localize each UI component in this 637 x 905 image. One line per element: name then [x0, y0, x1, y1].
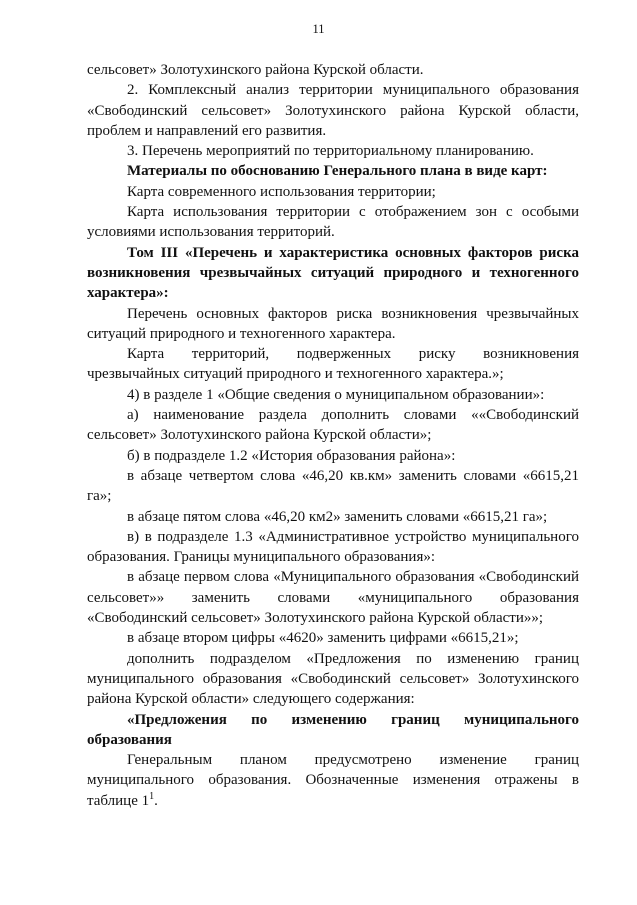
paragraph-20-tail: .: [154, 792, 158, 809]
footnote-mark: 1: [149, 790, 155, 802]
paragraph-14: в абзаце пятом слова «46,20 км2» заменить словами «6615,21 га»;: [127, 508, 548, 525]
paragraph-18: дополнить подразделом «Предложения по изменению границ муниципального образования «Свободинский сельсовет» Золотухинского района Курской области» следующего содержания:: [87, 650, 579, 708]
paragraph-8: Перечень основных факторов риска возникновения чрезвычайных ситуаций природного и техногенного характера.: [87, 305, 579, 342]
paragraph-10: 4) в разделе 1 «Общие сведения о муниципальном образовании»:: [127, 386, 545, 403]
paragraph-11: а) наименование раздела дополнить словами ««Свободинский сельсовет» Золотухинского района Курской области»;: [87, 407, 579, 444]
paragraph-9: Карта территорий, подверженных риску возникновения чрезвычайных ситуаций природного и техногенного характера.»;: [87, 346, 579, 383]
paragraph-20: [87, 750, 579, 811]
paragraph-16: в абзаце первом слова «Муниципального образования «Свободинский сельсовет»» заменить словами «муниципального образования «Свободинский сельсовет» Золотухинского района Курской области»»;: [87, 569, 579, 627]
paragraph-6: Карта использования территории с отображением зон с особыми условиями использования территорий.: [87, 204, 579, 241]
heading-volume-3: Том III «Перечень и характеристика основных факторов риска возникновения чрезвычайных ситуаций природного и техногенного характера»:: [87, 244, 579, 302]
heading-maps: Материалы по обоснованию Генерального плана в виде карт:: [127, 163, 548, 180]
paragraph-15: в) в подразделе 1.3 «Административное устройство муниципального образования. Границы муниципального образования»:: [87, 528, 579, 566]
paragraph-5: Карта современного использования территории;: [127, 183, 436, 200]
heading-proposals: «Предложения по изменению границ муниципального образования: [87, 711, 579, 748]
paragraph-20-text: Генеральным планом предусмотрено изменение границ муниципального образования. Обозначенные изменения отражены в таблице 1: [87, 752, 579, 809]
paragraph-13: в абзаце четвертом слова «46,20 кв.км» заменить словами «6615,21 га»;: [87, 467, 579, 505]
paragraph-17: в абзаце втором цифры «4620» заменить цифрами «6615,21»;: [127, 630, 519, 647]
paragraph-2: 2. Комплексный анализ территории муниципального образования «Свободинский сельсовет» Золотухинского района Курской области, проблем и направлений его развития.: [87, 82, 579, 139]
page-number: 11: [312, 22, 325, 36]
paragraph-3: 3. Перечень мероприятий по территориальному планированию.: [127, 143, 534, 160]
paragraph-1: сельсовет» Золотухинского района Курской области.: [87, 62, 424, 78]
document-body: [87, 60, 579, 811]
paragraph-12: б) в подразделе 1.2 «История образования района»:: [127, 447, 456, 464]
